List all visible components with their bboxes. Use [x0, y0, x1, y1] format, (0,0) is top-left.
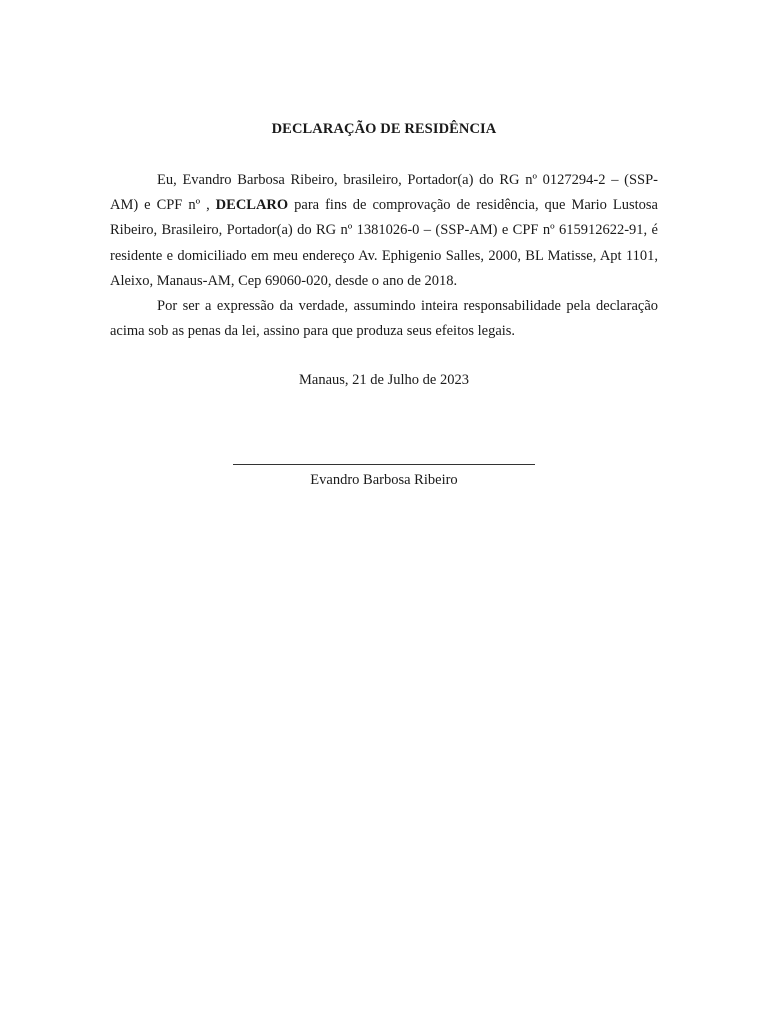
declaration-text-end: para fins de comprovação de residência, que Mario Lustosa Ribeiro, Brasileiro, Portador(a) do RG nº 1381026-0 – (SSP-AM) e CPF nº 615912622-91, é residente e domiciliado em meu endereço Av. Ephigenio Salles, 2000, BL Matisse, Apt 1101, Aleixo, Manaus-AM, Cep 69060-020, desde o ano de 2018.: [110, 197, 658, 289]
declaration-text-start: Eu, Evandro Barbosa Ribeiro, brasileiro, Portador(a) do RG nº 0127294-2 – (SSP-AM) e CPF nº ,: [110, 172, 658, 214]
document-title: DECLARAÇÃO DE RESIDÊNCIA: [271, 121, 497, 137]
declaration-paragraph: [110, 168, 658, 294]
place-and-date: Manaus, 21 de Julho de 2023: [299, 372, 469, 388]
truth-statement-paragraph: [110, 294, 658, 344]
declaro-keyword: DECLARO: [215, 197, 289, 214]
signatory-name: Evandro Barbosa Ribeiro: [310, 472, 458, 488]
truth-statement-text: Por ser a expressão da verdade, assumindo inteira responsabilidade pela declaração acima sob as penas da lei, assino para que produza seus efeitos legais.: [110, 298, 658, 340]
signature-line: [233, 464, 535, 465]
